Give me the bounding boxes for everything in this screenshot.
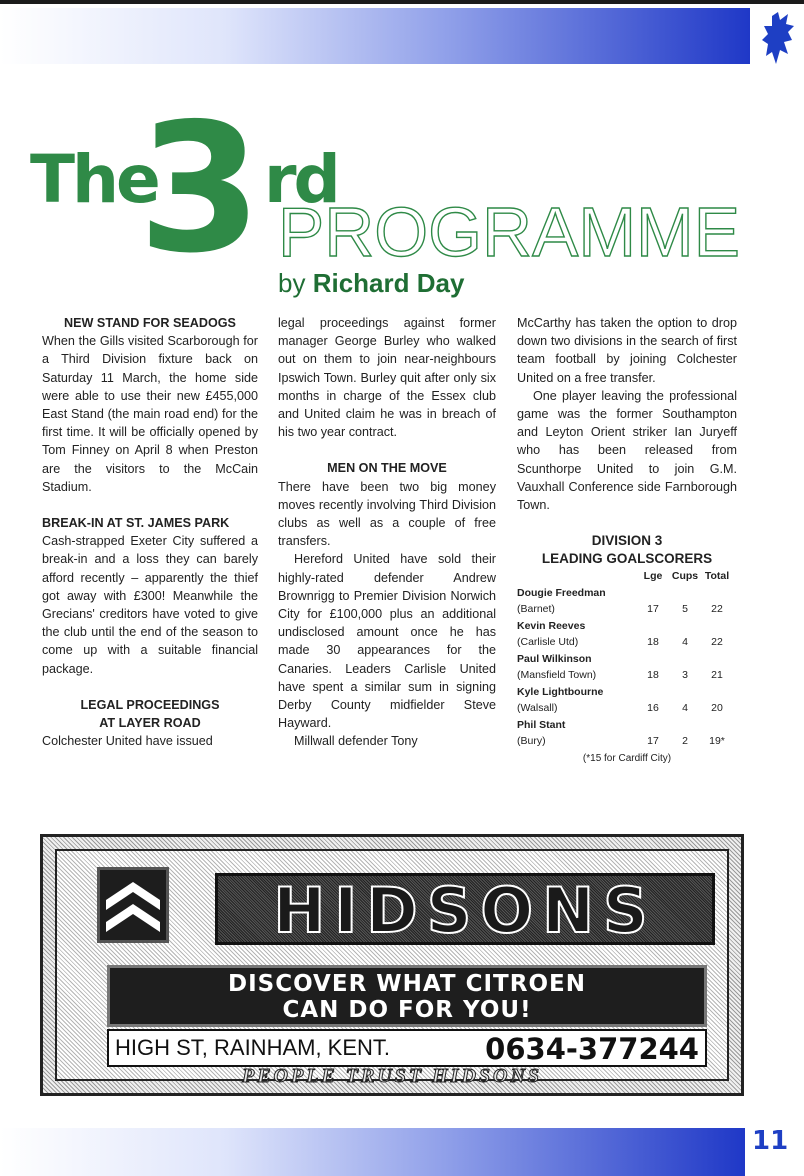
- byline-prefix: by: [278, 268, 306, 298]
- total-goals: 19*: [709, 735, 725, 748]
- title-suffix: rd: [264, 141, 338, 218]
- paragraph-transfers-intro: There have been two big money moves recently involving Third Division clubs as well as a couple of free transfers.: [278, 479, 496, 549]
- article-column-3: [517, 314, 737, 768]
- byline: [278, 268, 464, 299]
- table-row: [517, 618, 733, 651]
- title-number: 3: [138, 110, 258, 270]
- paragraph-legal-cont: legal proceedings against former manager George Burley who walked out on them to join near-neighbours Ipswich Town. Burley quit after only six months in charge of the Essex club and United claim he was in breach of his two year contract.: [278, 316, 496, 440]
- contact-panel: [107, 1029, 707, 1067]
- advert-slogan: PEOPLE TRUST HIDSONS: [241, 1065, 543, 1087]
- player-name: Dougie Freedman: [517, 586, 606, 599]
- league-goals: 16: [647, 702, 659, 715]
- total-goals: 21: [711, 669, 723, 682]
- table-row: [517, 717, 733, 750]
- player-name: Phil Stant: [517, 718, 566, 731]
- tagline-panel: [107, 965, 707, 1027]
- cup-goals: 4: [682, 636, 688, 649]
- paragraph-millwall: Millwall defender Tony: [294, 734, 418, 749]
- player-name: Kyle Lightbourne: [517, 685, 604, 698]
- top-rule: [0, 0, 804, 4]
- total-goals: 22: [711, 636, 723, 649]
- table-row: [517, 684, 733, 717]
- tagline-line-2: CAN DO FOR YOU!: [282, 997, 532, 1023]
- footer-gradient-band: [0, 1128, 745, 1176]
- citroen-logo: [97, 867, 169, 943]
- paragraph-legal-start: Colchester United have issued: [42, 734, 213, 749]
- heading-break-in: BREAK-IN AT ST. JAMES PARK: [42, 516, 230, 531]
- article-column-2: [278, 314, 496, 751]
- league-goals: 17: [647, 735, 659, 748]
- heading-new-stand: NEW STAND FOR SEADOGS: [64, 316, 236, 330]
- table-row: [517, 651, 733, 684]
- dealer-address: HIGH ST, RAINHAM, KENT.: [115, 1035, 391, 1060]
- cup-goals: 5: [682, 603, 688, 616]
- hidsons-advert: [40, 834, 744, 1096]
- paragraph-hereford: Hereford United have sold their highly-rated defender Andrew Brownrigg to Premier Division Norwich City for £100,000 plus an additional undisclosed amount once he has made 30 appearances for the Canaries. Leaders Carlisle United have spent a similar sum in signing Derby County midfielder Steve Hayward.: [278, 552, 496, 731]
- paragraph-mccarthy: McCarthy has taken the option to drop down two divisions in the search of first team football by joining Colchester United on a free transfer.: [517, 316, 737, 385]
- citroen-chevrons-icon: [100, 870, 166, 940]
- byline-author: Richard Day: [312, 268, 465, 298]
- col-header-total: Total: [704, 570, 730, 583]
- title-programme: PROGRAMME: [278, 193, 740, 270]
- tagline-line-1: DISCOVER WHAT CITROEN: [228, 971, 586, 997]
- brand-panel: [215, 873, 715, 945]
- title-the: The: [30, 141, 158, 218]
- league-goals: 18: [647, 669, 659, 682]
- scorers-footnote: (*15 for Cardiff City): [582, 752, 672, 764]
- article-column-1: [42, 314, 258, 750]
- player-club: (Bury): [517, 735, 546, 748]
- paragraph-juryeff: One player leaving the professional game was the former Southampton and Leyton Orient striker Ian Juryeff who has been released from Scunthorpe United to join G.M. Vauxhall Conference side Farnborough Town.: [517, 388, 737, 513]
- player-name: Kevin Reeves: [517, 619, 586, 632]
- heading-men-on-move: MEN ON THE MOVE: [327, 461, 447, 476]
- paragraph-new-stand: When the Gills visited Scarborough for a Third Division fixture back on Saturday 11 March, the home side were able to use their new £455,000 East Stand (the main road end) for the first time. It will be officially opened by Tom Finney on April 8 when Preston are the visitors to the McCain Stadium.: [42, 334, 258, 494]
- player-club: (Walsall): [517, 702, 558, 715]
- table-row: [517, 585, 733, 618]
- league-goals: 18: [647, 636, 659, 649]
- league-goals: 17: [647, 603, 659, 616]
- header-gradient-band: [0, 8, 750, 64]
- cup-goals: 4: [682, 702, 688, 715]
- advert-inner-frame: [55, 849, 729, 1081]
- cup-goals: 2: [682, 735, 688, 748]
- total-goals: 20: [711, 702, 723, 715]
- goalscorers-table: [517, 568, 733, 750]
- col-header-lge: Lge: [643, 570, 663, 583]
- dealer-phone: 0634-377244: [485, 1032, 699, 1066]
- player-name: Paul Wilkinson: [517, 652, 592, 665]
- heading-legal-2: AT LAYER ROAD: [99, 716, 201, 731]
- player-club: (Carlisle Utd): [517, 636, 579, 649]
- cup-goals: 3: [682, 669, 688, 682]
- scorers-title-1: DIVISION 3: [591, 533, 663, 549]
- club-crest-icon: [758, 10, 802, 70]
- brand-name: HIDSONS: [273, 874, 657, 947]
- total-goals: 22: [711, 603, 723, 616]
- heading-legal-1: LEGAL PROCEEDINGS: [80, 697, 220, 712]
- paragraph-break-in: Cash-strapped Exeter City suffered a break-in and a loss they can barely afford recently – apparently the thief got away with £300! Meanwhile the Grecians' creditors have voted to give the club until the end of the season to come up with a suitable financial package.: [42, 534, 258, 676]
- player-club: (Mansfield Town): [517, 669, 597, 682]
- page-number: 11: [752, 1126, 789, 1156]
- scorers-title-2: LEADING GOALSCORERS: [541, 551, 713, 567]
- player-club: (Barnet): [517, 603, 555, 616]
- programme-title: [28, 110, 748, 270]
- col-header-cups: Cups: [671, 570, 699, 583]
